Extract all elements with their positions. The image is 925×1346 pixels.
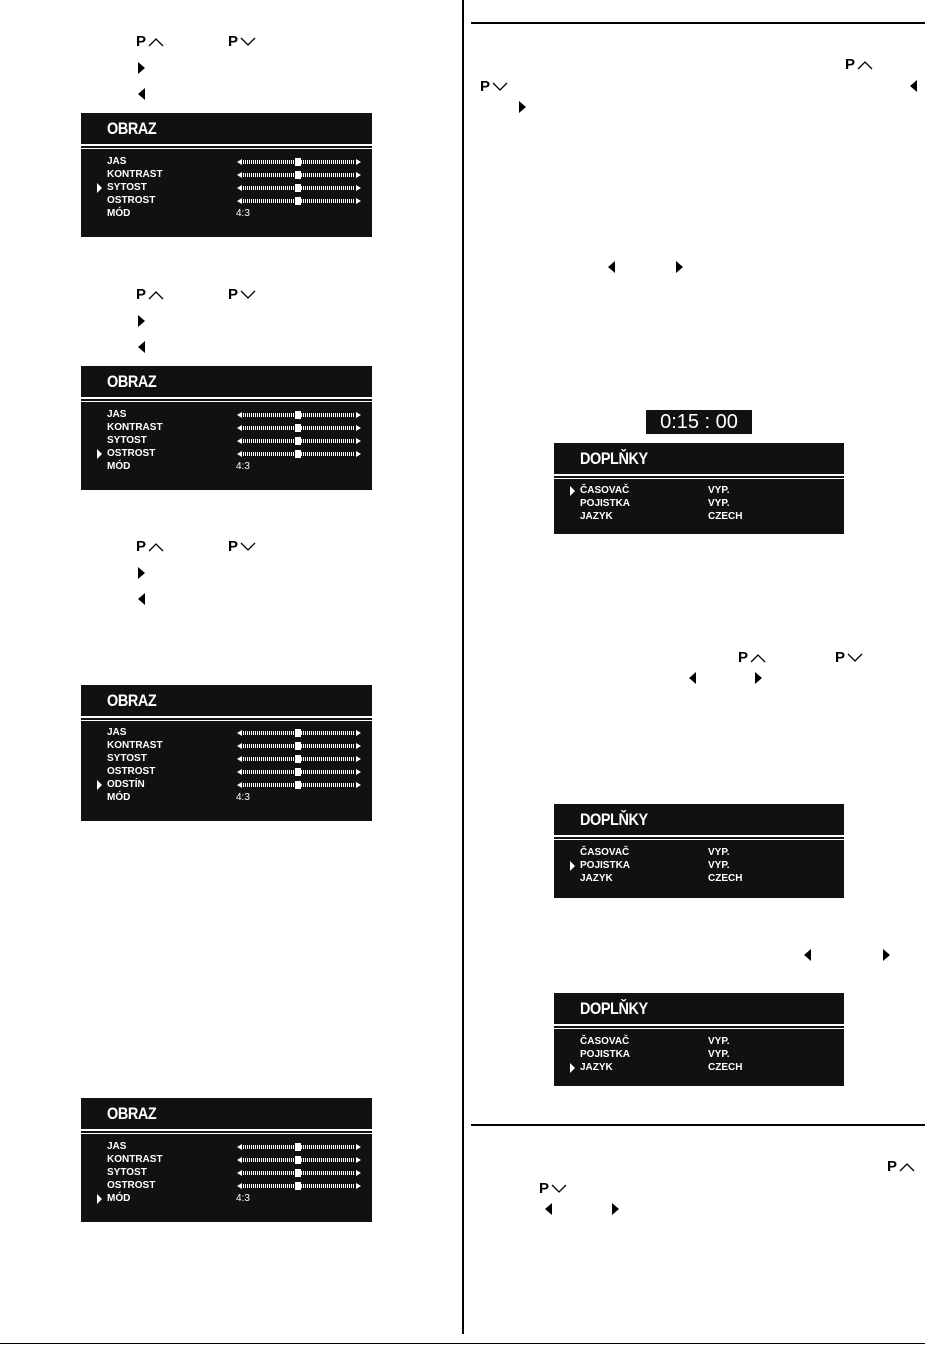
p-up-key: P [136, 539, 164, 555]
section-rule-bottom [471, 1124, 925, 1126]
slider [237, 1170, 361, 1176]
right-arrow-icon [755, 672, 762, 684]
features-menu-lock: DOPLŇKY ČASOVAČ VYP. POJISTKA VYP. JAZYK CZECH [554, 804, 844, 898]
chevron-up-icon [148, 542, 164, 552]
slider [237, 782, 361, 788]
chevron-up-icon [750, 653, 766, 663]
slider [237, 159, 361, 165]
slider [237, 198, 361, 204]
chevron-down-icon [551, 1184, 567, 1194]
p-down-key: P [228, 539, 256, 555]
left-arrow-icon [545, 1203, 552, 1215]
chevron-down-icon [240, 542, 256, 552]
left-arrow-icon [138, 88, 145, 100]
slider [237, 756, 361, 762]
left-arrow-icon [910, 80, 917, 92]
right-arrow-icon [883, 949, 890, 961]
chevron-down-icon [240, 290, 256, 300]
slider [237, 743, 361, 749]
slider [237, 1157, 361, 1163]
right-arrow-icon [138, 315, 145, 327]
left-arrow-icon [138, 593, 145, 605]
p-down-key: P [228, 287, 256, 303]
left-arrow-icon [804, 949, 811, 961]
chevron-up-icon [148, 37, 164, 47]
timer-display: 0:15 : 00 [646, 410, 752, 434]
menu-title: OBRAZ [107, 691, 157, 710]
chevron-down-icon [240, 37, 256, 47]
picture-menu-mode: OBRAZ JAS KONTRAST SYTOST OSTROST MÓD 4:3 [81, 1098, 372, 1222]
right-arrow-icon [676, 261, 683, 273]
menu-title: OBRAZ [107, 119, 157, 138]
left-arrow-icon [608, 261, 615, 273]
slider [237, 412, 361, 418]
chevron-up-icon [899, 1162, 915, 1172]
left-arrow-icon [138, 341, 145, 353]
menu-title: OBRAZ [107, 372, 157, 391]
cursor-icon [97, 1194, 102, 1204]
p-up-key: P [738, 650, 766, 666]
menu-divider [81, 144, 372, 146]
slider [237, 185, 361, 191]
slider [237, 769, 361, 775]
page-bottom-rule [0, 1343, 925, 1344]
chevron-up-icon [857, 60, 873, 70]
section-rule-top [471, 22, 925, 24]
slider [237, 730, 361, 736]
menu-title: OBRAZ [107, 1104, 157, 1123]
left-arrow-icon [689, 672, 696, 684]
slider [237, 425, 361, 431]
p-down-key: P [835, 650, 863, 666]
slider [237, 1144, 361, 1150]
cursor-icon [570, 1063, 575, 1073]
p-up-key: P [845, 57, 873, 73]
menu-title: DOPLŇKY [580, 449, 648, 468]
picture-menu-tint: OBRAZ JAS KONTRAST SYTOST OSTROST ODSTÍN MÓD 4:3 [81, 685, 372, 821]
column-divider [462, 0, 464, 1334]
cursor-icon [97, 183, 102, 193]
p-up-key: P [887, 1159, 915, 1175]
slider [237, 438, 361, 444]
chevron-down-icon [847, 653, 863, 663]
p-down-key: P [539, 1181, 567, 1197]
p-up-key: P [136, 34, 164, 50]
p-up-key: P [136, 287, 164, 303]
features-menu-language: DOPLŇKY ČASOVAČ VYP. POJISTKA VYP. JAZYK CZECH [554, 993, 844, 1086]
right-arrow-icon [138, 567, 145, 579]
right-arrow-icon [519, 101, 526, 113]
cursor-icon [570, 861, 575, 871]
cursor-icon [97, 449, 102, 459]
menu-title: DOPLŇKY [580, 999, 648, 1018]
chevron-down-icon [492, 82, 508, 92]
picture-menu-saturation: OBRAZ JAS KONTRAST SYTOST OSTROST MÓD 4:3 [81, 113, 372, 237]
right-arrow-icon [138, 62, 145, 74]
features-menu-timer: DOPLŇKY ČASOVAČ VYP. POJISTKA VYP. JAZYK CZECH [554, 443, 844, 534]
chevron-up-icon [148, 290, 164, 300]
p-down-key: P [228, 34, 256, 50]
right-arrow-icon [612, 1203, 619, 1215]
cursor-icon [97, 780, 102, 790]
p-down-key: P [480, 79, 508, 95]
menu-title: DOPLŇKY [580, 810, 648, 829]
slider [237, 1183, 361, 1189]
cursor-icon [570, 486, 575, 496]
slider [237, 172, 361, 178]
slider [237, 451, 361, 457]
picture-menu-sharpness: OBRAZ JAS KONTRAST SYTOST OSTROST MÓD 4:3 [81, 366, 372, 490]
